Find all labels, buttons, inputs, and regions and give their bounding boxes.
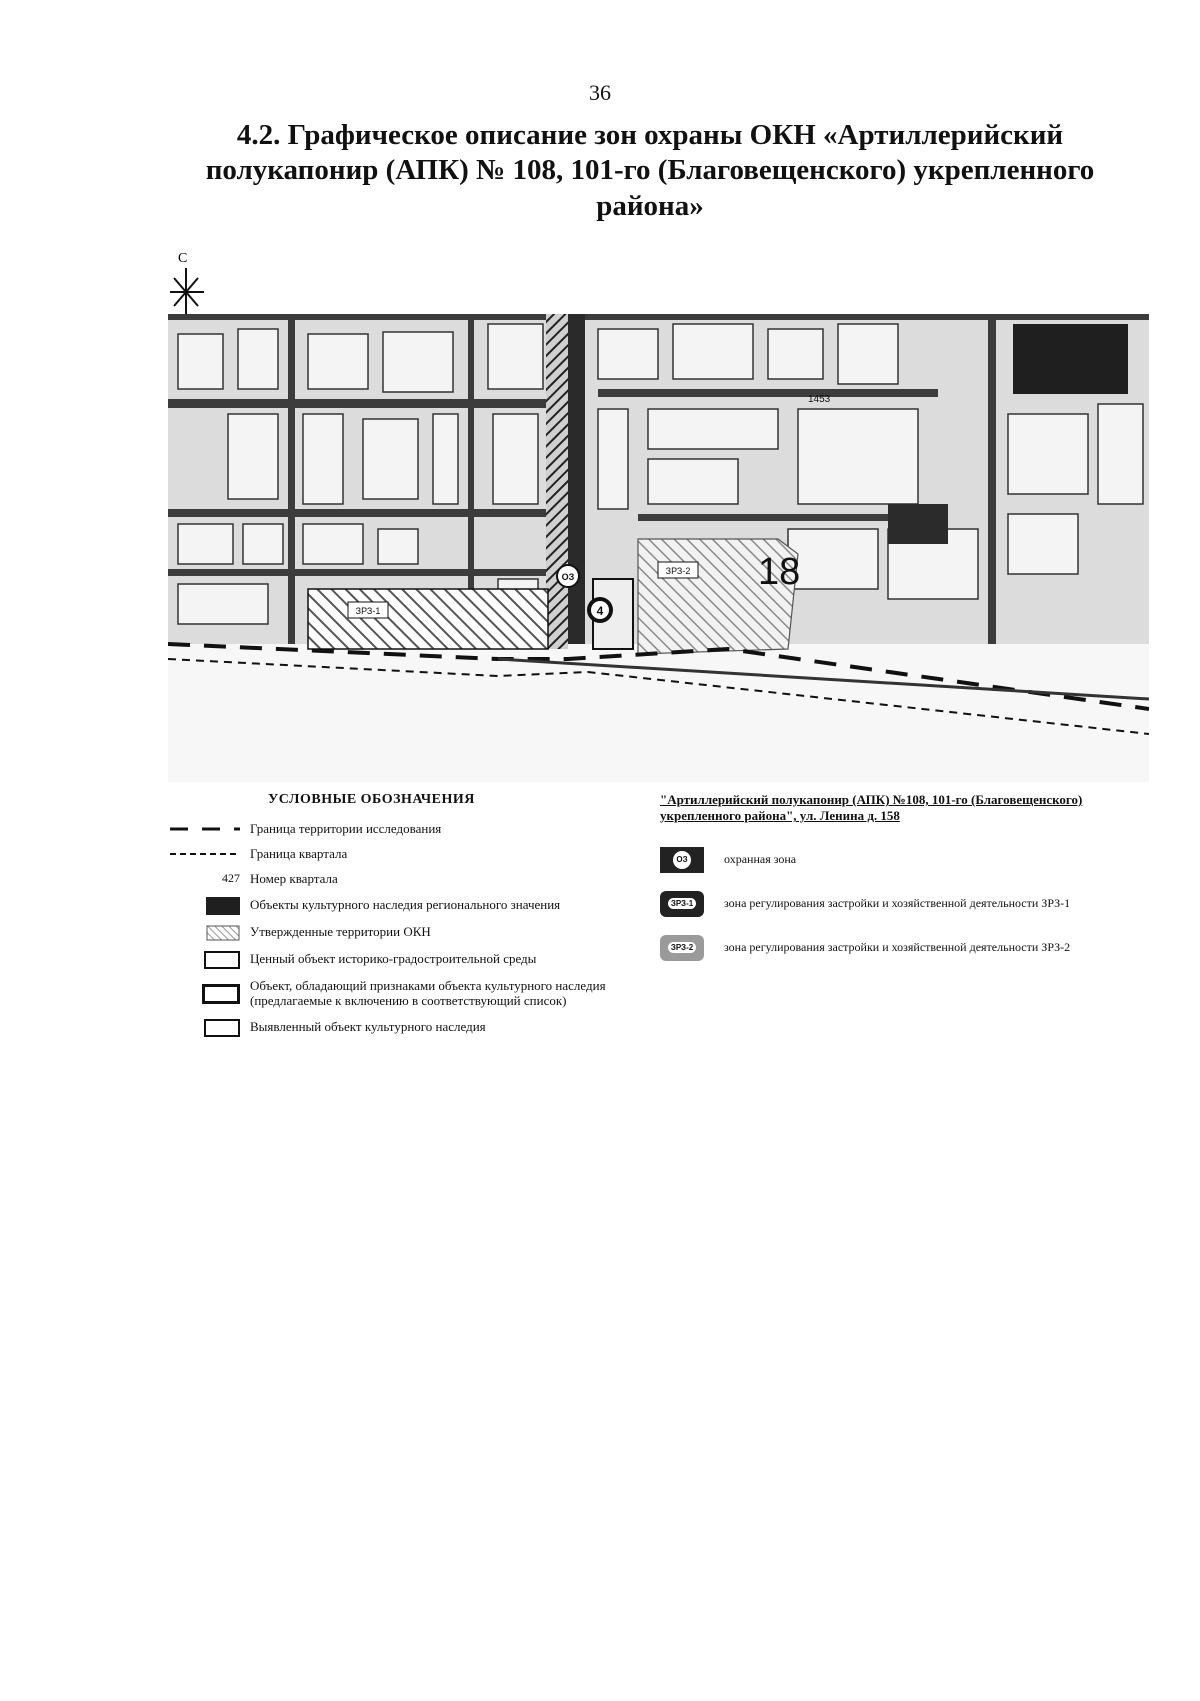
oz-strip: [546, 314, 568, 649]
block-number-18: 18: [758, 551, 801, 593]
block-number-symbol: 427: [222, 871, 240, 886]
potential-heritage-symbol: [168, 984, 250, 1004]
legend-item-approved-territory: Утвержденные территории ОКН: [168, 925, 648, 941]
research-boundary-symbol: [168, 825, 250, 833]
compass-star-icon: [170, 268, 204, 316]
legend-item-research-boundary: Граница территории исследования: [168, 822, 648, 837]
zone-label-zrz1: [348, 602, 388, 618]
page-title: 4.2. Графическое описание зон охраны ОКН «Артиллерийский полукапонир (АПК) № 108, 101-го (Благовещенского) укрепленного района»: [205, 119, 1095, 222]
heritage-building-small: [888, 504, 948, 544]
page-number: 36: [589, 80, 611, 105]
regional-heritage-symbol: [168, 897, 250, 915]
svg-text:ОЗ: ОЗ: [561, 572, 575, 582]
heritage-building-regional: [1013, 324, 1128, 394]
legend-item-regional-heritage: Объекты культурного наследия регионального значения: [168, 897, 648, 915]
legend-item-valuable-object: Ценный объект историко-градостроительной среды: [168, 951, 648, 969]
legend-item-potential-heritage: Объект, обладающий признаками объекта культурного наследия (предлагаемые к включению в соответствующий список): [168, 979, 648, 1009]
north-arrow: [170, 248, 214, 318]
block-boundary-symbol: [168, 850, 250, 858]
legend-item-identified-heritage: Выявленный объект культурного наследия: [168, 1019, 648, 1037]
zone-legend-title: "Артиллерийский полукапонир (АПК) №108, 101-го (Благовещенского) укрепленного района", ул. Ленина д. 158: [660, 792, 1083, 824]
map-lower-area: [168, 644, 1149, 782]
legend-item-block-boundary: Граница квартала: [168, 847, 648, 862]
valuable-object-symbol: [168, 951, 250, 969]
legend-heading: УСЛОВНЫЕ ОБОЗНАЧЕНИЯ: [268, 792, 475, 807]
svg-text:ЗРЗ-1: ЗРЗ-1: [355, 606, 381, 616]
zone-legend-zrz2: ЗРЗ-2 зона регулирования застройки и хозяйственной деятельности ЗРЗ-2: [660, 935, 1150, 961]
compass-label: С: [178, 251, 188, 266]
zone-legend: [660, 792, 1150, 979]
svg-text:4: 4: [596, 604, 604, 618]
svg-text:ЗРЗ-2: ЗРЗ-2: [665, 566, 691, 576]
zone-legend-zrz1: ЗРЗ-1 зона регулирования застройки и хозяйственной деятельности ЗРЗ-1: [660, 891, 1150, 917]
zrz1-badge-icon: ЗРЗ-1: [660, 891, 704, 917]
oz-badge-icon: ОЗ: [660, 847, 704, 873]
zone-label-oz: [557, 565, 579, 587]
identified-heritage-symbol: [168, 1019, 250, 1037]
zone-legend-oz: ОЗ охранная зона: [660, 847, 1150, 873]
legend: [168, 792, 648, 1047]
legend-item-block-number: 427 Номер квартала: [168, 872, 648, 887]
approved-territory-symbol: [168, 925, 250, 941]
object-marker: [587, 597, 613, 623]
zrz2-badge-icon: ЗРЗ-2: [660, 935, 704, 961]
zone-map: [168, 314, 1149, 782]
zone-label-zrz2: [658, 562, 698, 578]
block-number-1453: 1453: [808, 394, 831, 405]
zrz1-area: [308, 589, 548, 649]
